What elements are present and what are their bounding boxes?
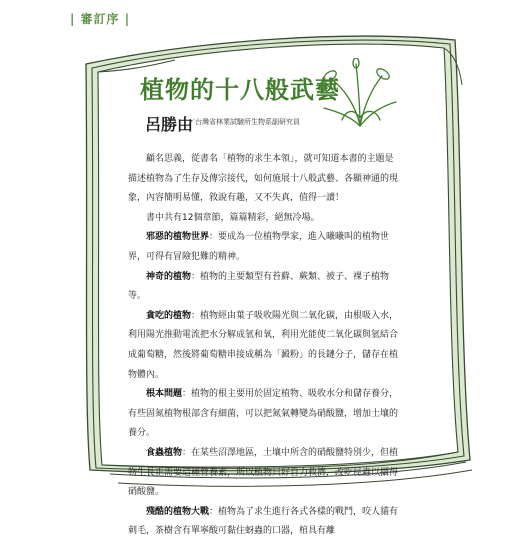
intro-paragraph: 書中共有12個章節，篇篇精彩，絕無冷場。 xyxy=(146,212,320,223)
chapter-text: ：植物為了求生進行各式各樣的戰鬥，咬人貓有刺毛，茶樹含有單寧酸可黏住蚜蟲的口器，棺具有離 xyxy=(128,506,399,537)
chapter-term: 邪惡的植物世界 xyxy=(146,232,210,243)
chapter-text: ：在某些沼澤地區，土壤中所含的硝酸鹽特別少，但植物生長正需要這種營養素，所以植物只好自力救濟，改吃昆蟲以攝得硝酸鹽。 xyxy=(128,447,399,498)
article-body xyxy=(128,150,400,542)
chapter-summary xyxy=(128,228,400,267)
section-tag: | 審訂序 | xyxy=(70,12,131,26)
chapter-term: 殘酷的植物大戰 xyxy=(146,506,210,517)
chapter-text: ：植物經由葉子吸收陽光與二氧化碳，由根吸入水，利用陽光推動電流把水分解成氫和氧，利用光能使二氧化碳與氫結合成葡萄糖，然後將葡萄糖串接成稱為「澱粉」的長鏈分子，儲存在植物體內。 xyxy=(128,310,399,380)
chapter-term: 根本問題 xyxy=(146,389,183,400)
chapter-summary xyxy=(128,503,400,542)
chapter-summary xyxy=(128,385,400,444)
chapter-summary xyxy=(128,307,400,385)
chapter-term: 食蟲植物 xyxy=(146,447,183,458)
author-name: 呂勝由 xyxy=(145,115,194,134)
article-title: 植物的十八般武藝 xyxy=(140,76,340,104)
chapter-text: ：要成為一位植物學家，進入曦曦叫的植物世界，可得有冒險犯難的精神。 xyxy=(128,232,390,262)
chapter-summary xyxy=(128,444,400,503)
chapter-term: 貪吃的植物 xyxy=(146,310,192,321)
chapter-term: 神奇的植物 xyxy=(146,271,192,282)
intro-paragraph: 顧名思義，從書名「植物的求生本領」，就可知道本書的主題是描述植物為了生存及傳宗接代，如何施展十八般武藝、各顯神通的現象，內容簡明易懂，敘說有趣，又不失真，值得一讀！ xyxy=(128,154,399,204)
author-affiliation: ／台灣省林業試驗所生物系副研究員 xyxy=(188,118,300,126)
chapter-summary xyxy=(128,268,400,307)
chapter-text: ：植物的根主要用於固定植物、吸收水分和儲存養分，有些固氮植物根部含有細菌，可以把氮氣轉變為硝酸鹽，增加土壤的養分。 xyxy=(128,389,399,439)
chapter-text: ：植物的主要類型有苔蘚、蕨類、被子、裸子植物等。 xyxy=(128,271,390,302)
